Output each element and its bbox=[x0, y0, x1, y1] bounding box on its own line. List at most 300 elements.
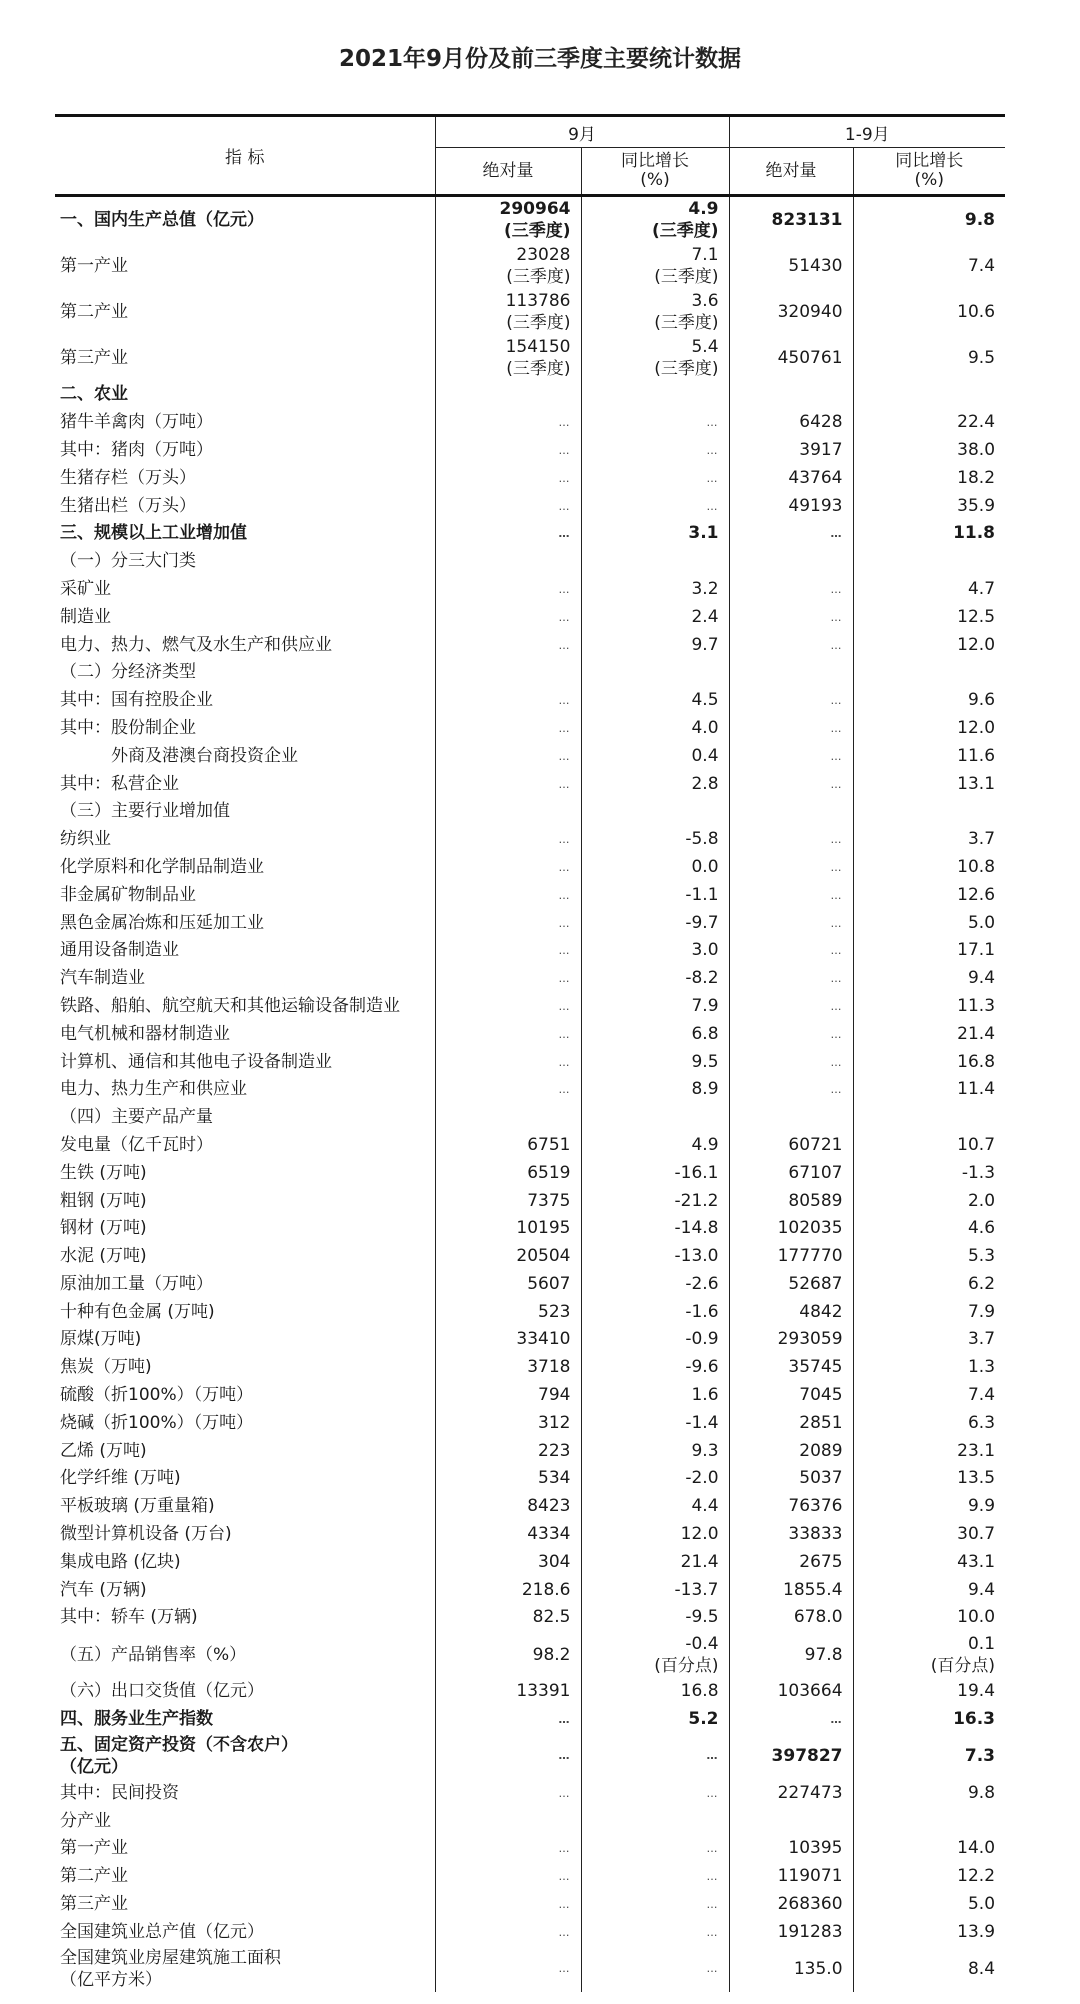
ytd-yoy-cell bbox=[853, 1409, 1005, 1437]
month-yoy-cell bbox=[581, 854, 729, 882]
table-row bbox=[55, 826, 1005, 854]
month-yoy-cell bbox=[581, 1604, 729, 1632]
cell-value: 6.2 bbox=[967, 1273, 996, 1294]
row-label bbox=[55, 770, 435, 798]
month-abs-cell bbox=[435, 1271, 581, 1299]
month-yoy-cell bbox=[581, 1632, 729, 1678]
row-label bbox=[55, 1048, 435, 1076]
ytd-abs-cell bbox=[729, 1409, 853, 1437]
month-yoy-cell bbox=[581, 437, 729, 465]
cell-value: 4.9 bbox=[688, 199, 719, 219]
row-label bbox=[55, 464, 435, 492]
month-yoy-cell bbox=[581, 659, 729, 687]
row-label bbox=[55, 1132, 435, 1160]
row-label bbox=[55, 1159, 435, 1187]
ytd-yoy-cell bbox=[853, 1159, 1005, 1187]
cell-note: (三季度) bbox=[654, 313, 719, 333]
cell-value: 9.3 bbox=[691, 1440, 719, 1461]
cell-value: 7.9 bbox=[967, 1301, 996, 1322]
header-group-month: 9月 bbox=[435, 116, 729, 148]
ytd-abs-cell bbox=[729, 1271, 853, 1299]
cell-value: -21.2 bbox=[674, 1190, 719, 1211]
month-yoy-cell bbox=[581, 993, 729, 1021]
ytd-abs-cell bbox=[729, 381, 853, 409]
cell-value: … bbox=[706, 499, 719, 513]
month-abs-cell bbox=[435, 437, 581, 465]
month-abs-cell bbox=[435, 1733, 581, 1779]
cell-value: 320940 bbox=[777, 302, 843, 322]
cell-value: … bbox=[830, 694, 843, 708]
month-abs-cell bbox=[435, 1298, 581, 1326]
month-abs-cell bbox=[435, 1548, 581, 1576]
cell-note: (百分点) bbox=[930, 1655, 996, 1676]
row-label-text: 第三产业 bbox=[60, 1894, 128, 1915]
table-row bbox=[55, 1604, 1005, 1632]
header-ytd-abs: 绝对量 bbox=[729, 148, 853, 196]
cell-value: … bbox=[830, 582, 843, 596]
cell-value: 9.9 bbox=[967, 1496, 996, 1517]
table-row bbox=[55, 742, 1005, 770]
ytd-yoy-cell bbox=[853, 1048, 1005, 1076]
cell-value: 9.6 bbox=[967, 690, 996, 711]
cell-value: 13391 bbox=[516, 1681, 571, 1702]
row-label bbox=[55, 1576, 435, 1604]
table-row bbox=[55, 1243, 1005, 1271]
ytd-abs-cell bbox=[729, 993, 853, 1021]
cell-value: 2089 bbox=[799, 1440, 843, 1461]
ytd-yoy-cell bbox=[853, 492, 1005, 520]
cell-value: -2.6 bbox=[685, 1273, 719, 1294]
row-label bbox=[55, 715, 435, 743]
row-label bbox=[55, 1779, 435, 1807]
cell-value: 8.9 bbox=[691, 1079, 719, 1100]
row-label-text: （三）主要行业增加值 bbox=[60, 801, 230, 822]
cell-value: -9.7 bbox=[685, 912, 719, 933]
row-label bbox=[55, 1835, 435, 1863]
row-label bbox=[55, 1678, 435, 1706]
row-label-text: 化学原料和化学制品制造业 bbox=[60, 856, 264, 877]
ytd-yoy-cell bbox=[853, 1326, 1005, 1354]
row-label bbox=[55, 381, 435, 409]
month-yoy-cell bbox=[581, 335, 729, 381]
cell-value: 678.0 bbox=[793, 1607, 843, 1628]
ytd-abs-cell bbox=[729, 1946, 853, 1992]
ytd-yoy-cell bbox=[853, 1807, 1005, 1835]
cell-value: 113786 bbox=[505, 291, 571, 311]
ytd-abs-cell bbox=[729, 437, 853, 465]
cell-value: 13.1 bbox=[957, 773, 996, 794]
month-yoy-cell bbox=[581, 1354, 729, 1382]
cell-value: 67107 bbox=[788, 1162, 843, 1183]
row-label-text: （六）出口交货值（亿元） bbox=[60, 1681, 264, 1702]
month-abs-cell bbox=[435, 687, 581, 715]
month-abs-cell bbox=[435, 1576, 581, 1604]
table-row bbox=[55, 1382, 1005, 1410]
cell-value: … bbox=[558, 443, 571, 457]
table-row bbox=[55, 1132, 1005, 1160]
month-abs-cell bbox=[435, 381, 581, 409]
ytd-yoy-cell bbox=[853, 1271, 1005, 1299]
row-label-text: 通用设备制造业 bbox=[60, 940, 179, 961]
cell-value: … bbox=[830, 638, 843, 652]
cell-value: 304 bbox=[538, 1551, 571, 1572]
cell-value: 5607 bbox=[527, 1273, 571, 1294]
table-row bbox=[55, 1215, 1005, 1243]
ytd-abs-cell bbox=[729, 196, 853, 244]
cell-value: … bbox=[558, 972, 571, 986]
cell-value: 7.4 bbox=[967, 1385, 996, 1406]
month-yoy-cell bbox=[581, 881, 729, 909]
cell-value: 6428 bbox=[799, 412, 843, 433]
table-row bbox=[55, 1678, 1005, 1706]
month-yoy-cell bbox=[581, 1159, 729, 1187]
month-yoy-cell bbox=[581, 196, 729, 244]
cell-value: … bbox=[706, 1962, 719, 1976]
table-row bbox=[55, 631, 1005, 659]
cell-value: 2675 bbox=[799, 1551, 843, 1572]
month-yoy-cell bbox=[581, 1576, 729, 1604]
cell-value: 19.4 bbox=[957, 1681, 996, 1702]
month-abs-cell bbox=[435, 1048, 581, 1076]
cell-value: 135.0 bbox=[793, 1959, 843, 1980]
month-yoy-cell bbox=[581, 1946, 729, 1992]
cell-value: 5.2 bbox=[688, 1709, 719, 1730]
month-abs-cell bbox=[435, 937, 581, 965]
row-label bbox=[55, 742, 435, 770]
cell-value: 523 bbox=[538, 1301, 571, 1322]
ytd-yoy-cell bbox=[853, 826, 1005, 854]
row-label-text: 水泥 (万吨) bbox=[60, 1246, 147, 1267]
row-label-text: 四、服务业生产指数 bbox=[60, 1709, 213, 1730]
table-row bbox=[55, 1298, 1005, 1326]
cell-value: … bbox=[558, 999, 571, 1013]
cell-value: … bbox=[706, 1870, 719, 1884]
month-yoy-cell bbox=[581, 631, 729, 659]
month-yoy-cell bbox=[581, 1678, 729, 1706]
cell-value: 2.4 bbox=[691, 606, 719, 627]
cell-value: -1.3 bbox=[961, 1162, 996, 1183]
ytd-abs-cell bbox=[729, 937, 853, 965]
row-label bbox=[55, 1918, 435, 1946]
month-yoy-cell bbox=[581, 770, 729, 798]
cell-value: … bbox=[558, 833, 571, 847]
cell-value: … bbox=[558, 1055, 571, 1069]
ytd-yoy-cell bbox=[853, 576, 1005, 604]
row-label bbox=[55, 1298, 435, 1326]
row-label-text: 第二产业 bbox=[60, 1866, 128, 1887]
month-yoy-cell bbox=[581, 1891, 729, 1919]
month-yoy-cell bbox=[581, 289, 729, 335]
row-label-text: 其中：股份制企业 bbox=[60, 717, 196, 738]
cell-value: -5.8 bbox=[685, 829, 719, 850]
cell-value: … bbox=[830, 999, 843, 1013]
ytd-abs-cell bbox=[729, 1779, 853, 1807]
cell-value: … bbox=[558, 1027, 571, 1041]
cell-value: -8.2 bbox=[685, 968, 719, 989]
row-label-text: 微型计算机设备 (万台) bbox=[60, 1524, 232, 1545]
ytd-yoy-cell bbox=[853, 1863, 1005, 1891]
cell-value: 8423 bbox=[527, 1496, 571, 1517]
cell-value: 119071 bbox=[777, 1866, 843, 1887]
cell-value: … bbox=[830, 916, 843, 930]
row-label-text: 第三产业 bbox=[60, 348, 128, 368]
cell-value: 154150 bbox=[505, 337, 571, 357]
ytd-abs-cell bbox=[729, 1706, 853, 1734]
month-yoy-cell bbox=[581, 243, 729, 289]
cell-value: 80589 bbox=[788, 1190, 843, 1211]
cell-value: 43764 bbox=[788, 467, 843, 488]
row-label-text: 其中：国有控股企业 bbox=[60, 690, 213, 711]
row-label-text: 原油加工量（万吨） bbox=[60, 1273, 213, 1294]
ytd-abs-cell bbox=[729, 1632, 853, 1678]
cell-value: … bbox=[830, 888, 843, 902]
cell-value: … bbox=[830, 1055, 843, 1069]
ytd-abs-cell bbox=[729, 1215, 853, 1243]
cell-value: 12.0 bbox=[680, 1524, 719, 1545]
table-row bbox=[55, 1521, 1005, 1549]
cell-value: 23.1 bbox=[957, 1440, 996, 1461]
table-body bbox=[55, 196, 1005, 1993]
cell-value: 82.5 bbox=[532, 1607, 571, 1628]
cell-note: (百分点) bbox=[654, 1655, 719, 1676]
month-yoy-cell bbox=[581, 742, 729, 770]
cell-value: 60721 bbox=[788, 1134, 843, 1155]
cell-value: 13.9 bbox=[957, 1921, 996, 1942]
row-label bbox=[55, 1104, 435, 1132]
ytd-abs-cell bbox=[729, 1382, 853, 1410]
cell-value: … bbox=[830, 527, 843, 541]
row-label-text: 计算机、通信和其他电子设备制造业 bbox=[60, 1051, 332, 1072]
ytd-yoy-cell bbox=[853, 993, 1005, 1021]
row-label-text: 采矿业 bbox=[60, 578, 111, 599]
row-label-text: 二、农业 bbox=[60, 384, 128, 405]
cell-value: … bbox=[558, 888, 571, 902]
ytd-abs-cell bbox=[729, 1891, 853, 1919]
cell-value: 1.6 bbox=[691, 1385, 719, 1406]
table-row bbox=[55, 993, 1005, 1021]
ytd-yoy-cell bbox=[853, 1521, 1005, 1549]
row-label bbox=[55, 1326, 435, 1354]
ytd-yoy-cell bbox=[853, 1215, 1005, 1243]
month-yoy-cell bbox=[581, 1076, 729, 1104]
table-row bbox=[55, 1918, 1005, 1946]
cell-value: -1.4 bbox=[685, 1412, 719, 1433]
table-row bbox=[55, 770, 1005, 798]
month-abs-cell bbox=[435, 1132, 581, 1160]
ytd-yoy-cell bbox=[853, 742, 1005, 770]
cell-value: 4842 bbox=[799, 1301, 843, 1322]
month-yoy-cell bbox=[581, 1465, 729, 1493]
row-label bbox=[55, 437, 435, 465]
cell-value: -0.4 bbox=[685, 1633, 719, 1654]
month-yoy-cell bbox=[581, 1132, 729, 1160]
cell-value: … bbox=[706, 1898, 719, 1912]
page-title: 2021年9月份及前三季度主要统计数据 bbox=[338, 46, 742, 72]
row-label bbox=[55, 1493, 435, 1521]
month-abs-cell bbox=[435, 1779, 581, 1807]
month-yoy-cell bbox=[581, 687, 729, 715]
month-yoy-cell bbox=[581, 603, 729, 631]
ytd-yoy-cell bbox=[853, 937, 1005, 965]
row-label-text: 猪牛羊禽肉（万吨） bbox=[60, 412, 213, 433]
row-label-text: （二）分经济类型 bbox=[60, 662, 196, 683]
ytd-abs-cell bbox=[729, 1604, 853, 1632]
row-label-text: 分产业 bbox=[60, 1810, 111, 1831]
table-row bbox=[55, 687, 1005, 715]
table-row bbox=[55, 1159, 1005, 1187]
ytd-yoy-cell bbox=[853, 335, 1005, 381]
cell-value: 5.0 bbox=[967, 1894, 996, 1915]
table-row bbox=[55, 1326, 1005, 1354]
month-abs-cell bbox=[435, 1409, 581, 1437]
table-row bbox=[55, 659, 1005, 687]
cell-value: 12.2 bbox=[957, 1866, 996, 1887]
ytd-abs-cell bbox=[729, 576, 853, 604]
cell-value: 290964 bbox=[499, 199, 571, 219]
ytd-abs-cell bbox=[729, 1678, 853, 1706]
cell-value: -16.1 bbox=[674, 1162, 719, 1183]
row-label bbox=[55, 1215, 435, 1243]
ytd-yoy-cell bbox=[853, 1678, 1005, 1706]
header-yoy-line2: (%) bbox=[640, 170, 670, 190]
row-label bbox=[55, 1243, 435, 1271]
ytd-yoy-cell bbox=[853, 1465, 1005, 1493]
cell-value: 794 bbox=[538, 1385, 571, 1406]
cell-value: 33833 bbox=[788, 1524, 843, 1545]
month-abs-cell bbox=[435, 1604, 581, 1632]
table-row bbox=[55, 1187, 1005, 1215]
cell-value: … bbox=[830, 721, 843, 735]
cell-value: … bbox=[706, 1925, 719, 1939]
cell-value: 13.5 bbox=[957, 1468, 996, 1489]
cell-value: 4.9 bbox=[691, 1134, 719, 1155]
row-label bbox=[55, 1020, 435, 1048]
month-yoy-cell bbox=[581, 1835, 729, 1863]
month-yoy-cell bbox=[581, 1807, 729, 1835]
month-abs-cell bbox=[435, 492, 581, 520]
row-label-text: 电力、热力生产和供应业 bbox=[60, 1079, 247, 1100]
table-row bbox=[55, 196, 1005, 244]
ytd-yoy-cell bbox=[853, 1604, 1005, 1632]
month-abs-cell bbox=[435, 1891, 581, 1919]
table-row bbox=[55, 965, 1005, 993]
cell-value: … bbox=[558, 416, 571, 430]
table-row bbox=[55, 576, 1005, 604]
cell-value: 7375 bbox=[527, 1190, 571, 1211]
header-month-abs: 绝对量 bbox=[435, 148, 581, 196]
row-label bbox=[55, 289, 435, 335]
cell-value: 223 bbox=[538, 1440, 571, 1461]
cell-value: … bbox=[558, 471, 571, 485]
cell-value: … bbox=[558, 694, 571, 708]
table-row bbox=[55, 1437, 1005, 1465]
month-yoy-cell bbox=[581, 1215, 729, 1243]
row-label-text: 乙烯 (万吨) bbox=[60, 1440, 147, 1461]
cell-value: 10.8 bbox=[957, 856, 996, 877]
ytd-abs-cell bbox=[729, 965, 853, 993]
ytd-abs-cell bbox=[729, 492, 853, 520]
row-label-text: 第一产业 bbox=[60, 256, 128, 276]
ytd-yoy-cell bbox=[853, 409, 1005, 437]
row-label bbox=[55, 1187, 435, 1215]
ytd-yoy-cell bbox=[853, 196, 1005, 244]
row-label-text: 平板玻璃 (万重量箱) bbox=[60, 1496, 215, 1517]
month-abs-cell bbox=[435, 1382, 581, 1410]
cell-value: 7.1 bbox=[691, 245, 719, 265]
cell-value: 12.6 bbox=[957, 884, 996, 905]
cell-value: -9.6 bbox=[685, 1357, 719, 1378]
header-indicator: 指 标 bbox=[225, 148, 265, 168]
cell-value: … bbox=[558, 1898, 571, 1912]
ytd-abs-cell bbox=[729, 742, 853, 770]
cell-value: -13.7 bbox=[674, 1579, 719, 1600]
month-abs-cell bbox=[435, 1104, 581, 1132]
cell-value: 6519 bbox=[527, 1162, 571, 1183]
row-label bbox=[55, 1271, 435, 1299]
table-row bbox=[55, 548, 1005, 576]
row-label bbox=[55, 603, 435, 631]
table-row bbox=[55, 881, 1005, 909]
table-row bbox=[55, 381, 1005, 409]
cell-value: … bbox=[558, 1870, 571, 1884]
row-label-unit: （亿元） bbox=[60, 1757, 128, 1778]
cell-value: 9.5 bbox=[691, 1051, 719, 1072]
ytd-abs-cell bbox=[729, 335, 853, 381]
row-label bbox=[55, 1465, 435, 1493]
month-yoy-cell bbox=[581, 798, 729, 826]
month-abs-cell bbox=[435, 1243, 581, 1271]
month-abs-cell bbox=[435, 1706, 581, 1734]
cell-value: 18.2 bbox=[957, 467, 996, 488]
row-label-text: 汽车 (万辆) bbox=[60, 1579, 147, 1600]
cell-value: 35745 bbox=[788, 1357, 843, 1378]
cell-value: 5.0 bbox=[967, 912, 996, 933]
ytd-yoy-cell bbox=[853, 1187, 1005, 1215]
cell-value: 10195 bbox=[516, 1218, 571, 1239]
ytd-abs-cell bbox=[729, 1807, 853, 1835]
ytd-yoy-cell bbox=[853, 1733, 1005, 1779]
row-label bbox=[55, 798, 435, 826]
cell-value: -1.1 bbox=[685, 884, 719, 905]
cell-value: … bbox=[558, 1786, 571, 1800]
month-yoy-cell bbox=[581, 1437, 729, 1465]
month-yoy-cell bbox=[581, 1706, 729, 1734]
cell-value: 227473 bbox=[777, 1782, 843, 1803]
table-row bbox=[55, 1706, 1005, 1734]
ytd-yoy-cell bbox=[853, 715, 1005, 743]
cell-value: 16.3 bbox=[953, 1709, 996, 1730]
row-label bbox=[55, 1632, 435, 1678]
cell-value: 97.8 bbox=[804, 1644, 843, 1665]
header-yoy-line2: (%) bbox=[914, 170, 944, 190]
row-label bbox=[55, 1891, 435, 1919]
cell-note: (三季度) bbox=[506, 313, 571, 333]
month-yoy-cell bbox=[581, 965, 729, 993]
month-abs-cell bbox=[435, 742, 581, 770]
table-row bbox=[55, 854, 1005, 882]
month-abs-cell bbox=[435, 1807, 581, 1835]
ytd-abs-cell bbox=[729, 1243, 853, 1271]
ytd-abs-cell bbox=[729, 1076, 853, 1104]
ytd-yoy-cell bbox=[853, 798, 1005, 826]
row-label-text: 生猪出栏（万头） bbox=[60, 495, 196, 516]
ytd-yoy-cell bbox=[853, 1946, 1005, 1992]
cell-value: 6.3 bbox=[967, 1412, 996, 1433]
header-yoy-line1: 同比增长 bbox=[895, 151, 964, 171]
cell-value: 10.0 bbox=[957, 1607, 996, 1628]
month-abs-cell bbox=[435, 881, 581, 909]
table-row bbox=[55, 492, 1005, 520]
